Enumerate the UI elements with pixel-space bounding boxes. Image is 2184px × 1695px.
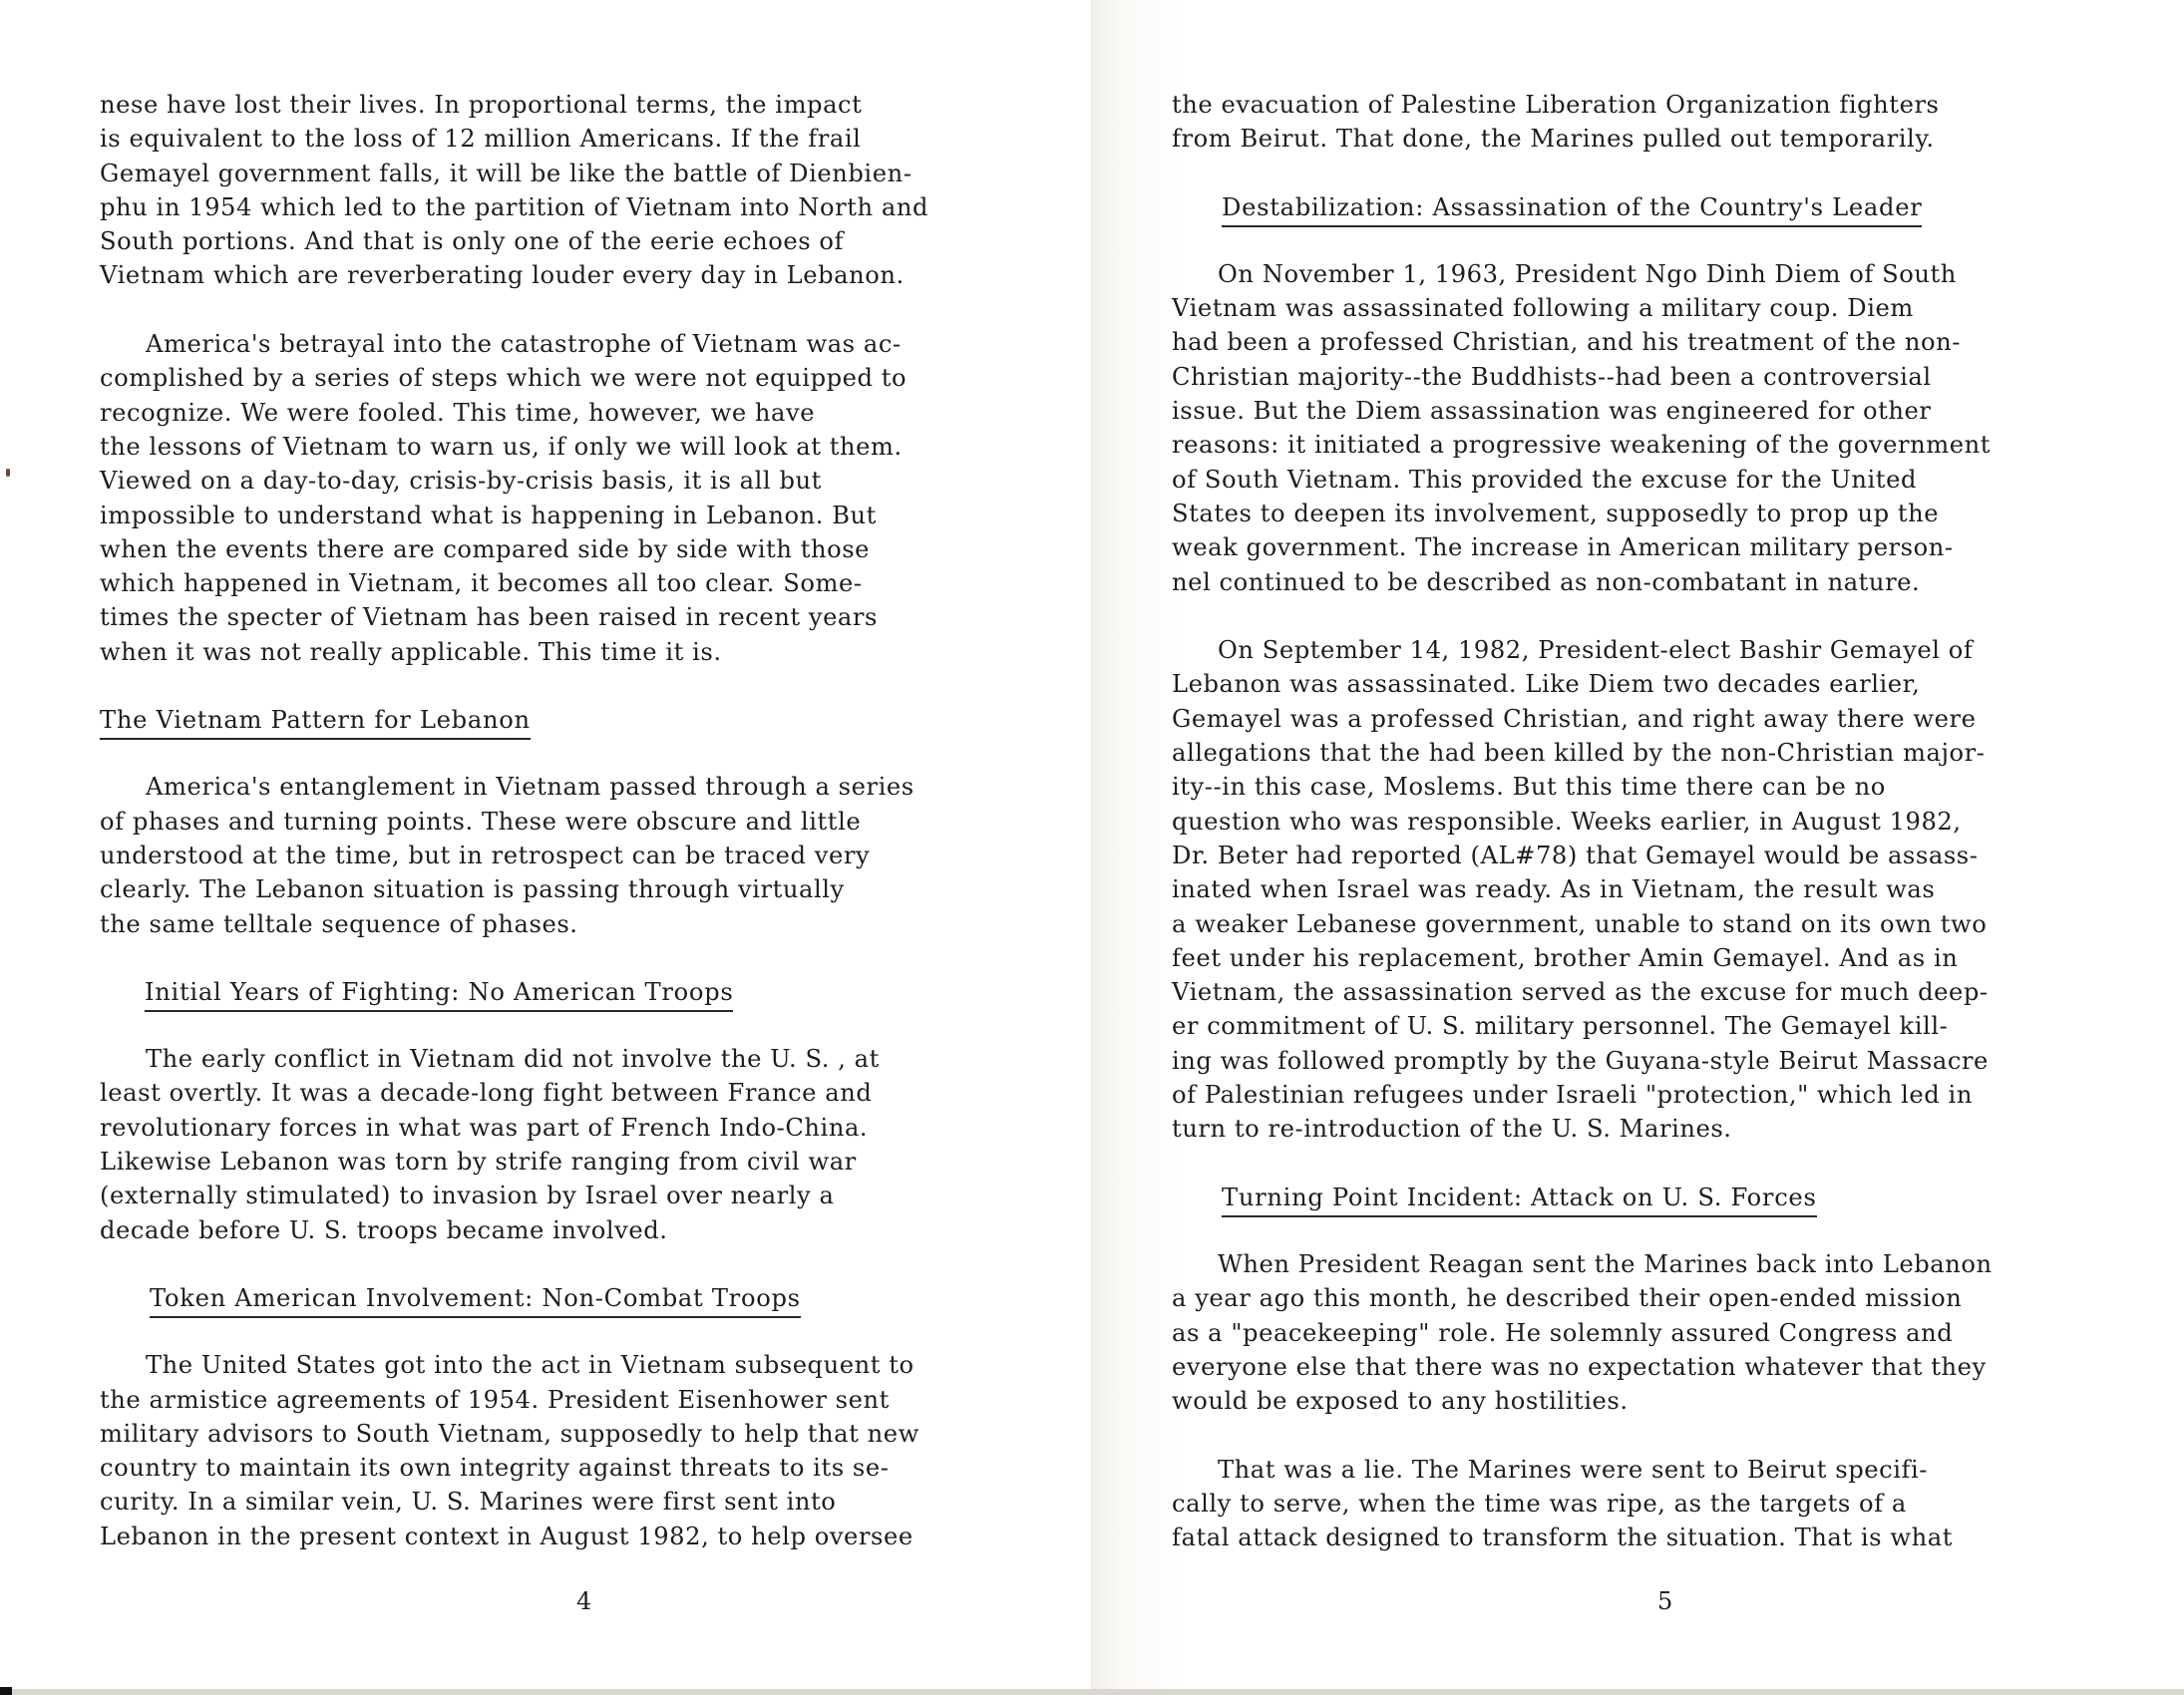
body-paragraph: The United States got into the act in Vietnam subsequent to the armistice agreements of 1954. President Eisenhower sent military advisors to South Vietnam, supposedly to help that new country to maintain its own integrity against threats to its se- curity. In a similar vein, U. S. Marines were first sent into Lebanon in the present context in August 1982, to help oversee <box>100 1351 919 1550</box>
page-number: 5 <box>1657 1587 1673 1615</box>
body-paragraph: the evacuation of Palestine Liberation Organization fighters from Beirut. That done, the Marines pulled out temporarily. <box>1172 91 1940 154</box>
body-paragraph: When President Reagan sent the Marines back into Lebanon a year ago this month, he described their open-ended mission as a "peacekeeping" role. He solemnly assured Congress and everyone else that there was no expectation whatever that they would be exposed to any hostilities. <box>1172 1249 1993 1416</box>
paper-speck <box>6 469 10 477</box>
subsection-heading: Destabilization: Assassination of the Country's Leader <box>1222 191 1922 227</box>
scan-corner-mark <box>0 1687 12 1695</box>
subsection-heading-row <box>100 1281 1057 1318</box>
right-text-column <box>1172 88 2129 1589</box>
left-text-column <box>100 88 1057 1587</box>
section-heading: The Vietnam Pattern for Lebanon <box>100 704 531 740</box>
subsection-heading-row <box>1172 1181 2129 1217</box>
body-paragraph: That was a lie. The Marines were sent to Beirut specifi- cally to serve, when the time was ripe, as the targets of a fatal attack designed to transform the situation. That is what <box>1172 1455 1954 1552</box>
body-paragraph: The early conflict in Vietnam did not involve the U. S. , at least overtly. It was a decade-long fight between France and revolutionary forces in what was part of French Indo-China. Likewise Lebanon was torn by strife ranging from civil war (externally stimulated) to invasion by Israel over nearly a decade before U. S. troops became involved. <box>100 1045 880 1244</box>
subsection-heading: Initial Years of Fighting: No American Troops <box>145 976 733 1012</box>
body-paragraph: America's entanglement in Vietnam passed through a series of phases and turning points. These were obscure and little understood at the time, but in retrospect can be traced very clearly. The Lebanon situation is passing through virtually the same telltale sequence of phases. <box>100 773 914 938</box>
page-number: 4 <box>576 1587 592 1615</box>
body-paragraph: nese have lost their lives. In proportional terms, the impact is equivalent to the loss of 12 million Americans. If the frail Gemayel government falls, it will be like the battle of Dienbien- phu in 1954 which led to the partition of Vietnam into North and South portions. And that is only one of the eerie echoes of Vietnam which are reverberating louder every day in Lebanon. <box>100 91 928 290</box>
subsection-heading: Token American Involvement: Non-Combat Troops <box>150 1282 801 1318</box>
body-paragraph: On September 14, 1982, President-elect Bashir Gemayel of Lebanon was assassinated. Like Diem two decades earlier, Gemayel was a professed Christian, and right away there were allegations that the had been killed by the non-Christian major- ity--in this case, Moslems. But this time there can be no question who was responsible. Weeks earlier, in August 1982, Dr. Beter had reported (AL#78) that Gemayel would be assass- inated when Israel was ready. As in Vietnam, the result was a weaker Lebanese government, unable to stand on its own two feet under his replacement, brother Amin Gemayel. And as in Vietnam, the assassination served as the excuse for much deep- er commitment of U. S. military personnel. The Gemayel kill- ing was followed promptly by the Guyana-style Beirut Massacre of Palestinian refugees under Israeli "protection," which led in turn to re-introduction of the U. S. Marines. <box>1172 636 1989 1144</box>
subsection-heading-row <box>1172 190 2129 227</box>
right-page <box>1092 0 2184 1695</box>
body-paragraph: America's betrayal into the catastrophe of Vietnam was ac- complished by a series of steps which we were not equipped to recognize. We were fooled. This time, however, we have the lessons of Vietnam to warn us, if only we will look at them. Viewed on a day-to-day, crisis-by-crisis basis, it is all but impossible to understand what is happening in Lebanon. But when the events there are compared side by side with those which happened in Vietnam, it becomes all too clear. Some- times the specter of Vietnam has been raised in recent years when it was not really applicable. This time it is. <box>100 330 908 666</box>
subsection-heading: Turning Point Incident: Attack on U. S. Forces <box>1222 1182 1817 1217</box>
section-heading-row <box>100 703 1057 740</box>
body-paragraph: On November 1, 1963, President Ngo Dinh Diem of South Vietnam was assassinated following a military coup. Diem had been a professed Christian, and his treatment of the non- Christian majority--the Buddhists--had been a controversial issue. But the Diem assassination was engineered for other reasons: it initiated a progressive weakening of the government of South Vietnam. This provided the excuse for the United States to deepen its involvement, supposedly to prop up the weak government. The increase in American military person- nel continued to be described as non-combatant in nature. <box>1172 259 1992 596</box>
scan-bottom-edge <box>0 1689 2184 1695</box>
subsection-heading-row <box>100 975 1057 1012</box>
